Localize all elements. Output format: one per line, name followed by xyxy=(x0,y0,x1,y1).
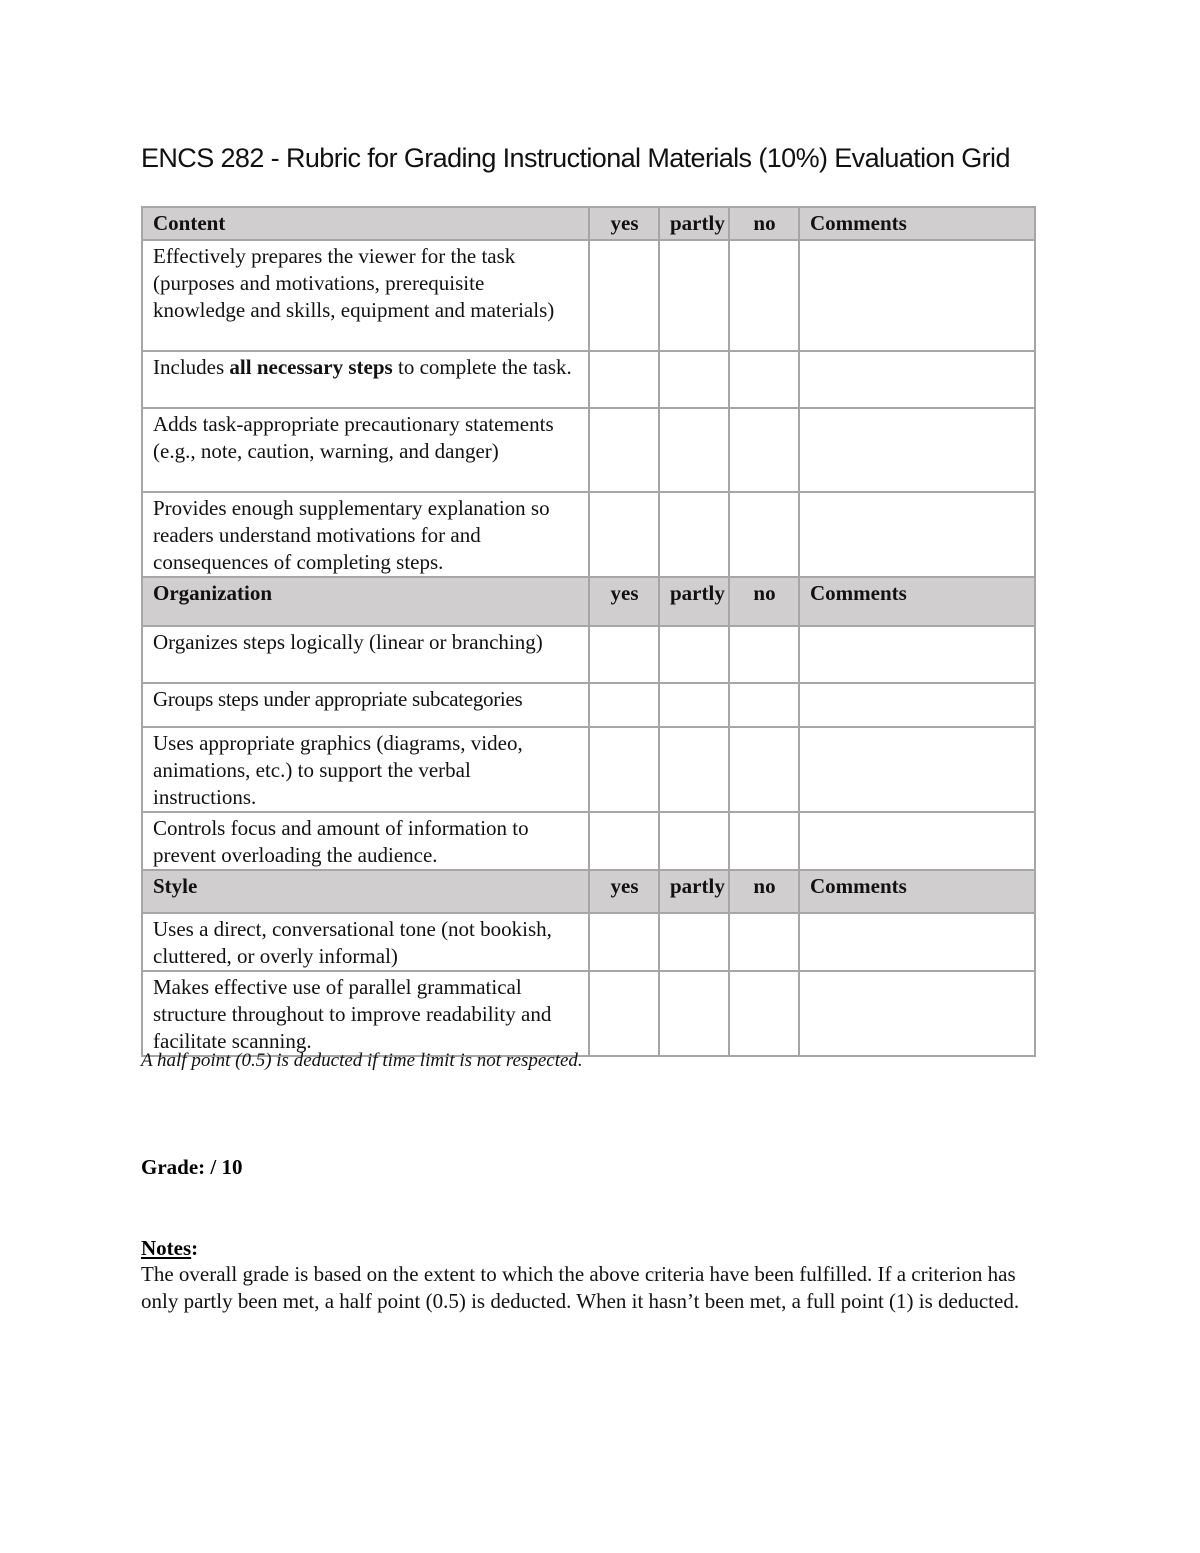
comment-cell[interactable] xyxy=(799,408,1035,492)
criterion-row xyxy=(142,240,1035,351)
criterion-row xyxy=(142,727,1035,812)
column-comments-label: Comments xyxy=(799,870,1035,913)
no-cell[interactable] xyxy=(729,812,799,870)
column-no-label: no xyxy=(729,870,799,913)
no-cell[interactable] xyxy=(729,971,799,1056)
criterion-row xyxy=(142,492,1035,577)
notes-colon: : xyxy=(191,1236,199,1260)
partly-cell[interactable] xyxy=(659,240,729,351)
time-limit-footnote: A half point (0.5) is deducted if time limit is not respected. xyxy=(141,1050,583,1071)
criterion-row xyxy=(142,408,1035,492)
criterion-row xyxy=(142,812,1035,870)
no-cell[interactable] xyxy=(729,727,799,812)
criterion-text xyxy=(142,351,589,408)
comment-cell[interactable] xyxy=(799,626,1035,683)
column-yes-label: yes xyxy=(589,870,659,913)
comment-cell[interactable] xyxy=(799,683,1035,727)
no-cell[interactable] xyxy=(729,351,799,408)
partly-cell[interactable] xyxy=(659,727,729,812)
document-title: ENCS 282 - Rubric for Grading Instructional Materials (10%) Evaluation Grid xyxy=(141,143,1010,173)
comment-cell[interactable] xyxy=(799,727,1035,812)
partly-cell[interactable] xyxy=(659,351,729,408)
notes-body: The overall grade is based on the extent to which the above criteria have been fulfilled. If a criterion has only partly been met, a half point (0.5) is deducted. When it hasn’t been met, a full point (1) is deducted. xyxy=(141,1262,1020,1313)
comment-cell[interactable] xyxy=(799,812,1035,870)
partly-cell[interactable] xyxy=(659,683,729,727)
partly-cell[interactable] xyxy=(659,971,729,1056)
comment-cell[interactable] xyxy=(799,492,1035,577)
criterion-text-post: to complete the task. xyxy=(392,355,572,379)
yes-cell[interactable] xyxy=(589,492,659,577)
partly-cell[interactable] xyxy=(659,913,729,971)
column-partly-label: partly xyxy=(659,870,729,913)
criterion-text: Provides enough supplementary explanation so readers understand motivations for and consequences of completing steps. xyxy=(142,492,589,577)
no-cell[interactable] xyxy=(729,240,799,351)
yes-cell[interactable] xyxy=(589,683,659,727)
column-comments-label: Comments xyxy=(799,207,1035,240)
section-label-organization: Organization xyxy=(142,577,589,626)
yes-cell[interactable] xyxy=(589,971,659,1056)
criterion-row xyxy=(142,351,1035,408)
criterion-text: Organizes steps logically (linear or branching) xyxy=(142,626,589,683)
section-label-style: Style xyxy=(142,870,589,913)
partly-cell[interactable] xyxy=(659,812,729,870)
column-no-label: no xyxy=(729,207,799,240)
comment-cell[interactable] xyxy=(799,240,1035,351)
yes-cell[interactable] xyxy=(589,727,659,812)
comment-cell[interactable] xyxy=(799,351,1035,408)
yes-cell[interactable] xyxy=(589,812,659,870)
column-yes-label: yes xyxy=(589,577,659,626)
criterion-text: Uses a direct, conversational tone (not bookish, cluttered, or overly informal) xyxy=(142,913,589,971)
column-yes-label: yes xyxy=(589,207,659,240)
yes-cell[interactable] xyxy=(589,240,659,351)
criterion-text: Controls focus and amount of information to prevent overloading the audience. xyxy=(142,812,589,870)
criterion-row xyxy=(142,683,1035,727)
column-partly-label: partly xyxy=(659,577,729,626)
criterion-text: Makes effective use of parallel grammatical structure throughout to improve readability and facilitate scanning. xyxy=(142,971,589,1056)
no-cell[interactable] xyxy=(729,626,799,683)
comment-cell[interactable] xyxy=(799,913,1035,971)
section-header-style xyxy=(142,870,1035,913)
section-header-organization xyxy=(142,577,1035,626)
criterion-row xyxy=(142,626,1035,683)
criterion-text: Adds task-appropriate precautionary statements (e.g., note, caution, warning, and danger) xyxy=(142,408,589,492)
column-comments-label: Comments xyxy=(799,577,1035,626)
no-cell[interactable] xyxy=(729,913,799,971)
criterion-emphasis: all necessary steps xyxy=(229,355,393,379)
grade-line: Grade: / 10 xyxy=(141,1155,243,1179)
criterion-text: Groups steps under appropriate subcategories xyxy=(142,683,589,727)
notes-label-text: Notes xyxy=(141,1236,192,1260)
no-cell[interactable] xyxy=(729,683,799,727)
yes-cell[interactable] xyxy=(589,913,659,971)
yes-cell[interactable] xyxy=(589,351,659,408)
criterion-text: Effectively prepares the viewer for the task (purposes and motivations, prerequisite knowledge and skills, equipment and materials) xyxy=(142,240,589,351)
criterion-text-pre: Includes xyxy=(153,355,230,379)
criterion-row xyxy=(142,971,1035,1056)
partly-cell[interactable] xyxy=(659,626,729,683)
yes-cell[interactable] xyxy=(589,626,659,683)
criterion-row xyxy=(142,913,1035,971)
evaluation-grid xyxy=(141,206,1036,1057)
comment-cell[interactable] xyxy=(799,971,1035,1056)
partly-cell[interactable] xyxy=(659,408,729,492)
section-label-content: Content xyxy=(142,207,589,240)
yes-cell[interactable] xyxy=(589,408,659,492)
criterion-text: Uses appropriate graphics (diagrams, video, animations, etc.) to support the verbal instructions. xyxy=(142,727,589,812)
section-header-content xyxy=(142,207,1035,240)
notes-heading xyxy=(141,1236,198,1261)
partly-cell[interactable] xyxy=(659,492,729,577)
no-cell[interactable] xyxy=(729,408,799,492)
no-cell[interactable] xyxy=(729,492,799,577)
column-partly-label: partly xyxy=(659,207,729,240)
column-no-label: no xyxy=(729,577,799,626)
